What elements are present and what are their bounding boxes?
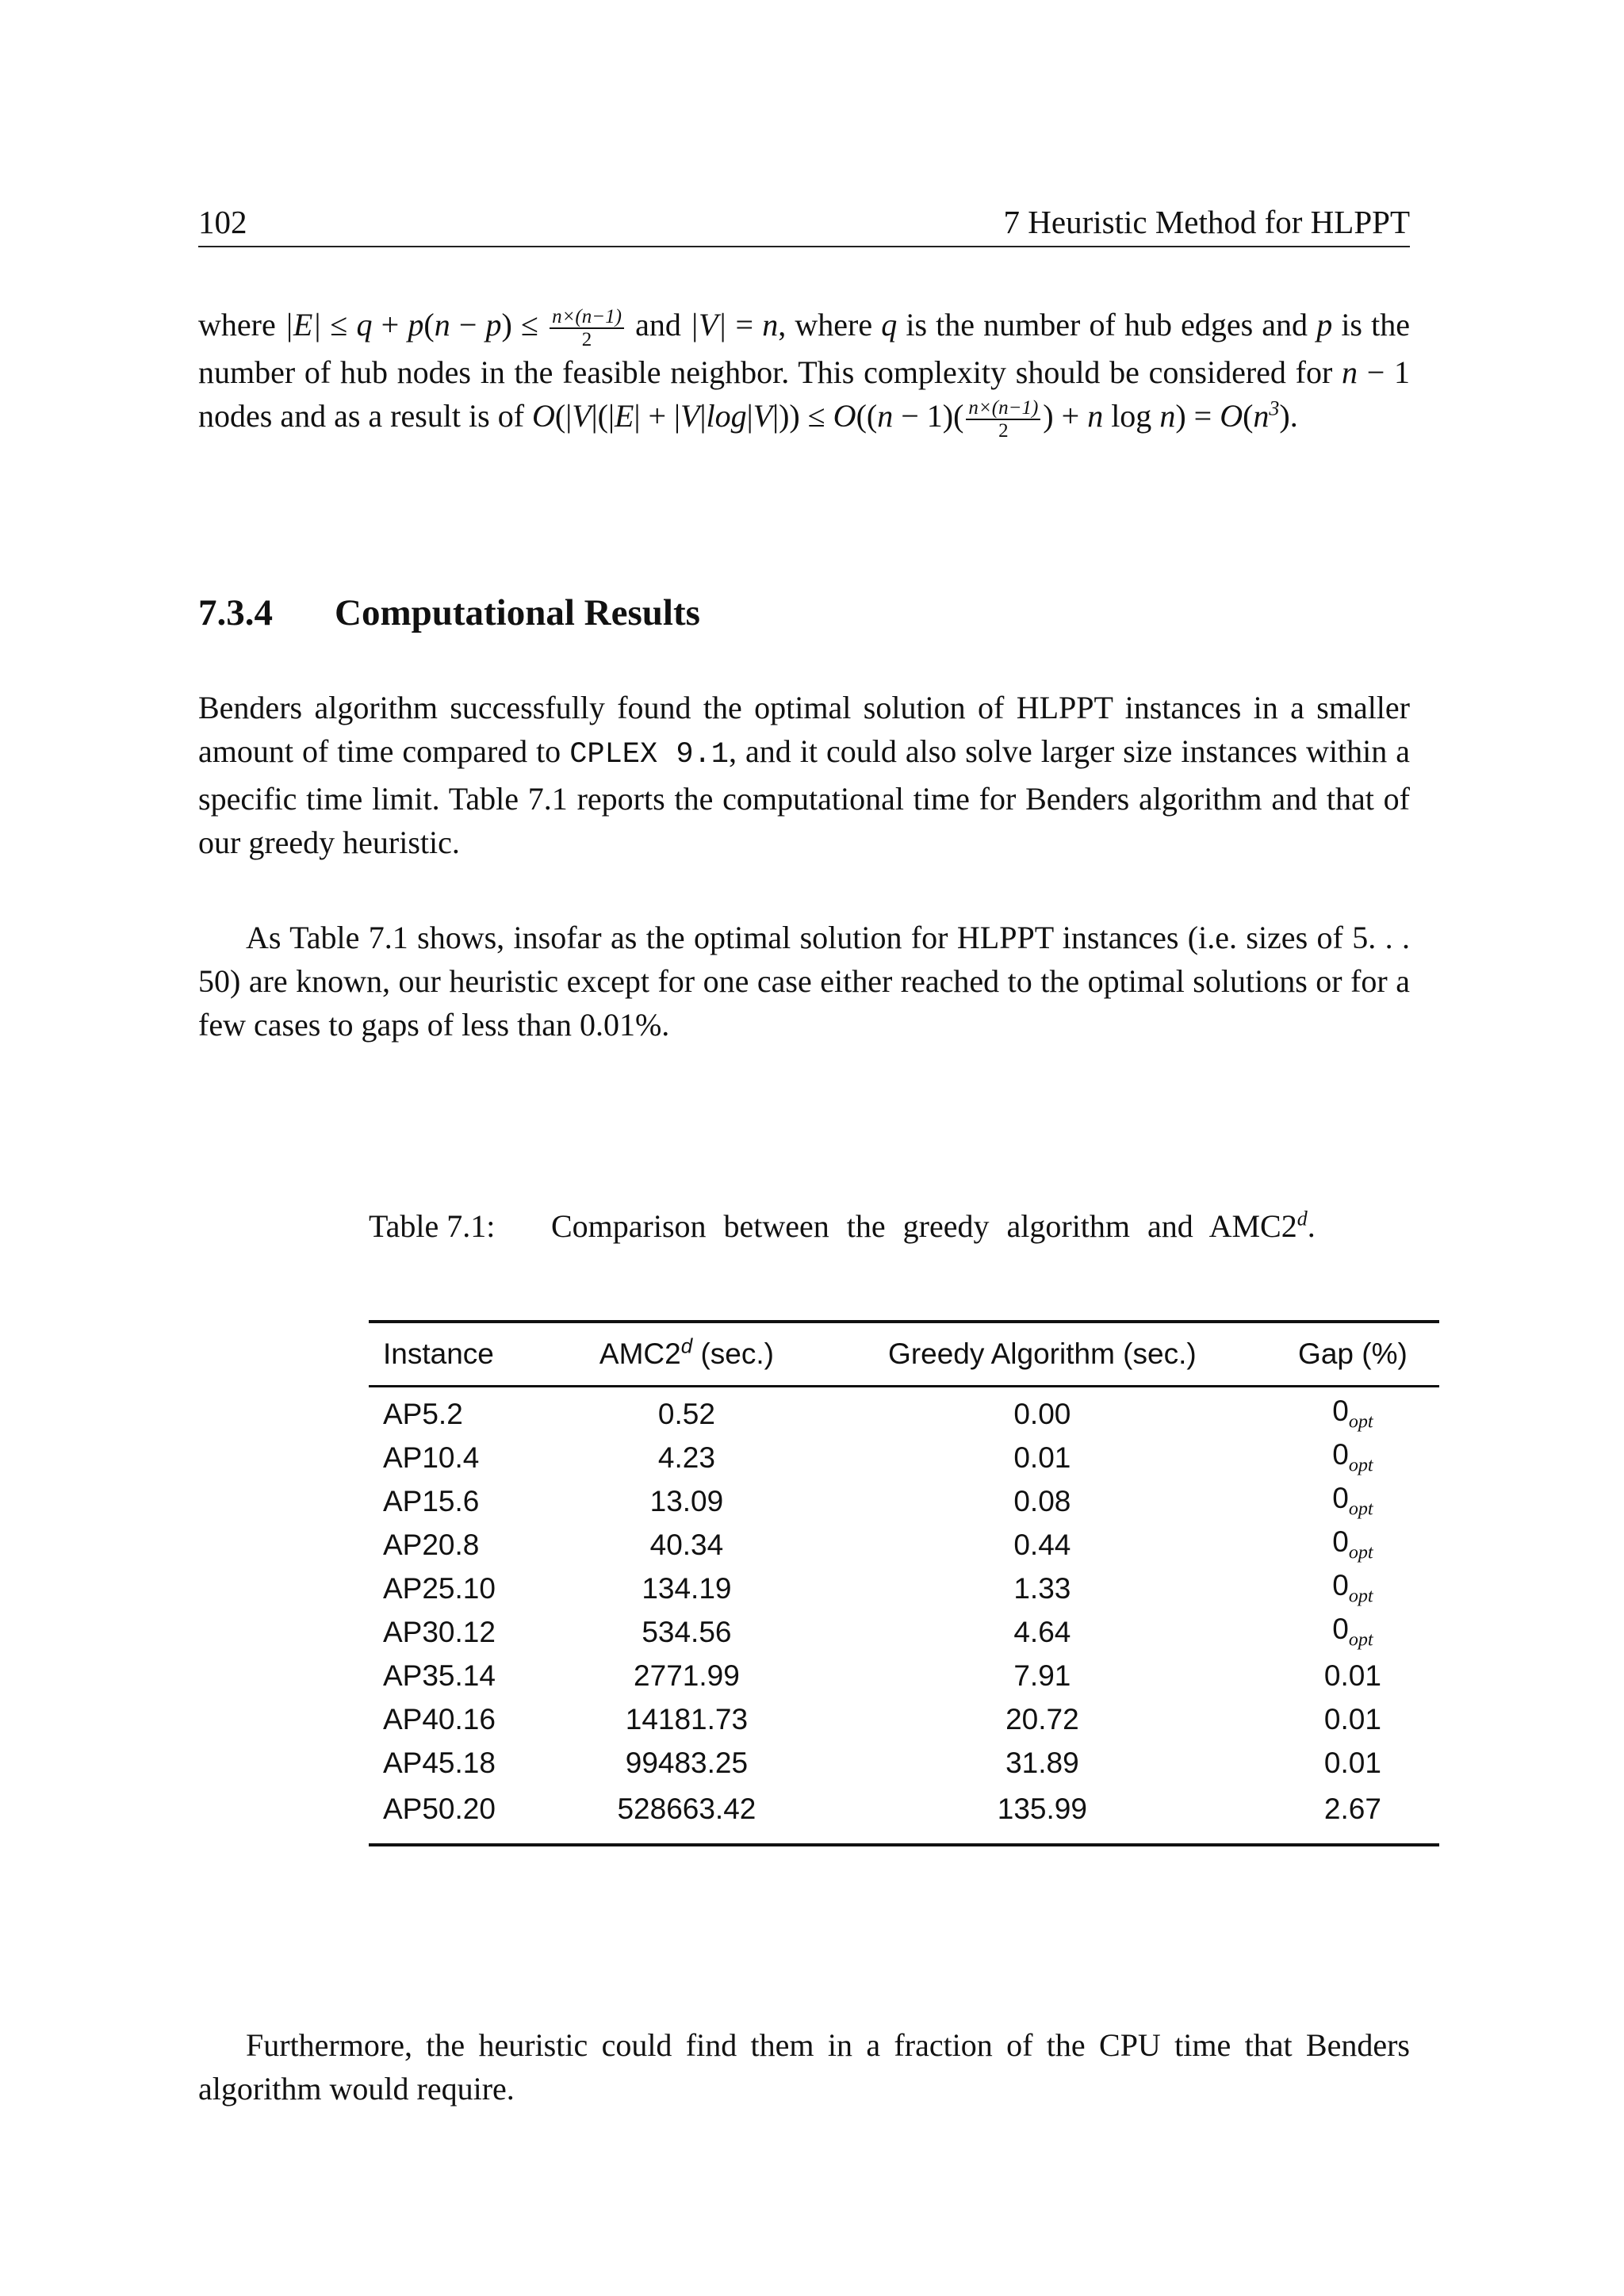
fraction-n-times-n-minus-1-over-2-second: $\frac{n\times(n-1)}{2}$ xyxy=(966,397,1040,442)
gap-value: 0 xyxy=(1332,1613,1349,1646)
greedy-time-cell: 0.00 xyxy=(1013,1397,1071,1430)
header-amc xyxy=(555,1322,818,1387)
results-paragraph-3: Furthermore, the heuristic could find them in a fraction of the CPU time that Benders algorithm would require. xyxy=(198,2027,1410,2107)
section-title: Computational Results xyxy=(335,592,700,633)
table-caption xyxy=(369,1205,1439,1248)
gap-value: 0 xyxy=(1332,1569,1349,1602)
table-row xyxy=(369,1479,1439,1523)
gap-cell xyxy=(1266,1785,1439,1845)
greedy-time-cell: 0.01 xyxy=(1013,1441,1071,1474)
gap-cell xyxy=(1266,1697,1439,1741)
gap-value: 0 xyxy=(1332,1438,1349,1471)
table-header-row xyxy=(369,1322,1439,1387)
gap-subscript: opt xyxy=(1348,1498,1373,1520)
gap-value: 0 xyxy=(1332,1482,1349,1515)
instance-cell: AP35.14 xyxy=(383,1659,496,1692)
table-row xyxy=(369,1741,1439,1785)
instance-cell: AP50.20 xyxy=(383,1793,496,1825)
gap-cell xyxy=(1266,1741,1439,1785)
header-amc-suffix: (sec.) xyxy=(692,1337,774,1370)
header-greedy: Greedy Algorithm (sec.) xyxy=(888,1337,1197,1370)
gap-cell xyxy=(1266,1436,1439,1479)
header-gap: Gap (%) xyxy=(1298,1337,1408,1370)
running-header xyxy=(198,205,1410,247)
caption-sup: d xyxy=(1297,1207,1308,1230)
results-paragraph-2: As Table 7.1 shows, insofar as the optimal solution for HLPPT instances (i.e. sizes of 5. . . 50) are known, our heuristic except for one case either reached to the optimal solutions or for a few cases to gaps of less than 0.01%. xyxy=(198,920,1410,1043)
gap-value: 0.01 xyxy=(1323,1746,1381,1779)
caption-label: Table 7.1: xyxy=(369,1208,496,1244)
caption-text: Comparison between the greedy algorithm and AMC2 xyxy=(551,1208,1297,1244)
instance-cell: AP5.2 xyxy=(383,1397,463,1430)
amc-time-cell: 134.19 xyxy=(642,1571,732,1605)
instance-cell: AP25.10 xyxy=(383,1571,496,1605)
amc-time-cell: 528663.42 xyxy=(617,1793,756,1825)
table-row xyxy=(369,1436,1439,1479)
gap-value: 2.67 xyxy=(1323,1793,1381,1825)
amc-time-cell: 0.52 xyxy=(657,1397,715,1430)
header-instance: Instance xyxy=(383,1337,494,1370)
table-row xyxy=(369,1654,1439,1697)
instance-cell: AP45.18 xyxy=(383,1746,496,1779)
para1-text-b: , and it could also solve larger size instances within a specific time limit. Table 7.1 reports the computational time for Benders algorithm and that of our greedy heuristic. xyxy=(198,733,1410,860)
gap-value: 0.01 xyxy=(1323,1702,1381,1735)
instance-cell: AP40.16 xyxy=(383,1702,496,1735)
complexity-paragraph: where |E| ≤ q + p(n − p) ≤ $\frac{n\times(n-1)}{2}$ and |V| = n, where q is the number of hub edges and p is the number of hub nodes in the feasible neighbor. This complexity should be considered for n − 1 nodes and as a result is of O(|V|(|E| + |V|log|V|)) ≤ O((n − 1)( $\frac{n\times(n-1)}{2}$ ) + n $\log n) = O(n^3)$. xyxy=(198,305,1411,442)
greedy-time-cell: 7.91 xyxy=(1013,1659,1071,1692)
chapter-title: 7 Heuristic Method for HLPPT xyxy=(1003,204,1410,240)
header-amc-prefix: AMC2 xyxy=(599,1337,681,1370)
amc-time-cell: 4.23 xyxy=(657,1441,715,1474)
amc-time-cell: 14181.73 xyxy=(625,1702,749,1735)
greedy-time-cell: 1.33 xyxy=(1013,1571,1071,1605)
table-row xyxy=(369,1785,1439,1845)
gap-subscript: opt xyxy=(1348,1411,1373,1433)
gap-cell xyxy=(1266,1387,1439,1437)
amc-time-cell: 40.34 xyxy=(649,1528,724,1561)
gap-subscript: opt xyxy=(1348,1629,1373,1651)
gap-cell xyxy=(1266,1479,1439,1523)
table-row xyxy=(369,1610,1439,1654)
amc-time-cell: 534.56 xyxy=(642,1615,732,1648)
instance-cell: AP15.6 xyxy=(383,1484,480,1517)
section-heading xyxy=(198,591,700,634)
comparison-table xyxy=(369,1320,1439,1846)
page-number: 102 xyxy=(198,204,247,240)
cplex-code: CPLEX 9.1 xyxy=(569,738,730,771)
section-number: 7.3.4 xyxy=(198,592,273,633)
gap-cell xyxy=(1266,1523,1439,1567)
instance-cell: AP10.4 xyxy=(383,1441,480,1474)
greedy-time-cell: 0.08 xyxy=(1013,1484,1071,1517)
greedy-time-cell: 0.44 xyxy=(1013,1528,1071,1561)
amc-time-cell: 2771.99 xyxy=(634,1659,740,1692)
fraction-n-times-n-minus-1-over-2: $\frac{n\times(n-1)}{2}$ xyxy=(550,306,624,350)
gap-cell xyxy=(1266,1610,1439,1654)
gap-value: 0 xyxy=(1332,1525,1349,1559)
instance-cell: AP30.12 xyxy=(383,1615,496,1648)
gap-value: 0 xyxy=(1332,1395,1349,1428)
header-amc-sup: d xyxy=(680,1334,693,1358)
greedy-time-cell: 31.89 xyxy=(1005,1746,1079,1779)
gap-subscript: opt xyxy=(1348,1586,1373,1607)
table-row xyxy=(369,1697,1439,1741)
greedy-time-cell: 135.99 xyxy=(997,1793,1087,1825)
greedy-time-cell: 4.64 xyxy=(1013,1615,1071,1648)
instance-cell: AP20.8 xyxy=(383,1528,480,1561)
caption-end: . xyxy=(1307,1208,1316,1244)
table-row xyxy=(369,1567,1439,1610)
table-row xyxy=(369,1523,1439,1567)
amc-time-cell: 99483.25 xyxy=(625,1746,749,1779)
gap-value: 0.01 xyxy=(1323,1659,1381,1692)
greedy-time-cell: 20.72 xyxy=(1005,1702,1079,1735)
table-row xyxy=(369,1387,1439,1437)
gap-cell xyxy=(1266,1567,1439,1610)
gap-subscript: opt xyxy=(1348,1455,1373,1476)
gap-cell xyxy=(1266,1654,1439,1697)
results-paragraph-1 xyxy=(198,686,1410,864)
para1-text-a: Benders algorithm successfully found the optimal solution of HLPPT instances in a smaller amount of time compared to xyxy=(198,690,1410,769)
amc-time-cell: 13.09 xyxy=(649,1484,724,1517)
gap-subscript: opt xyxy=(1348,1542,1373,1563)
